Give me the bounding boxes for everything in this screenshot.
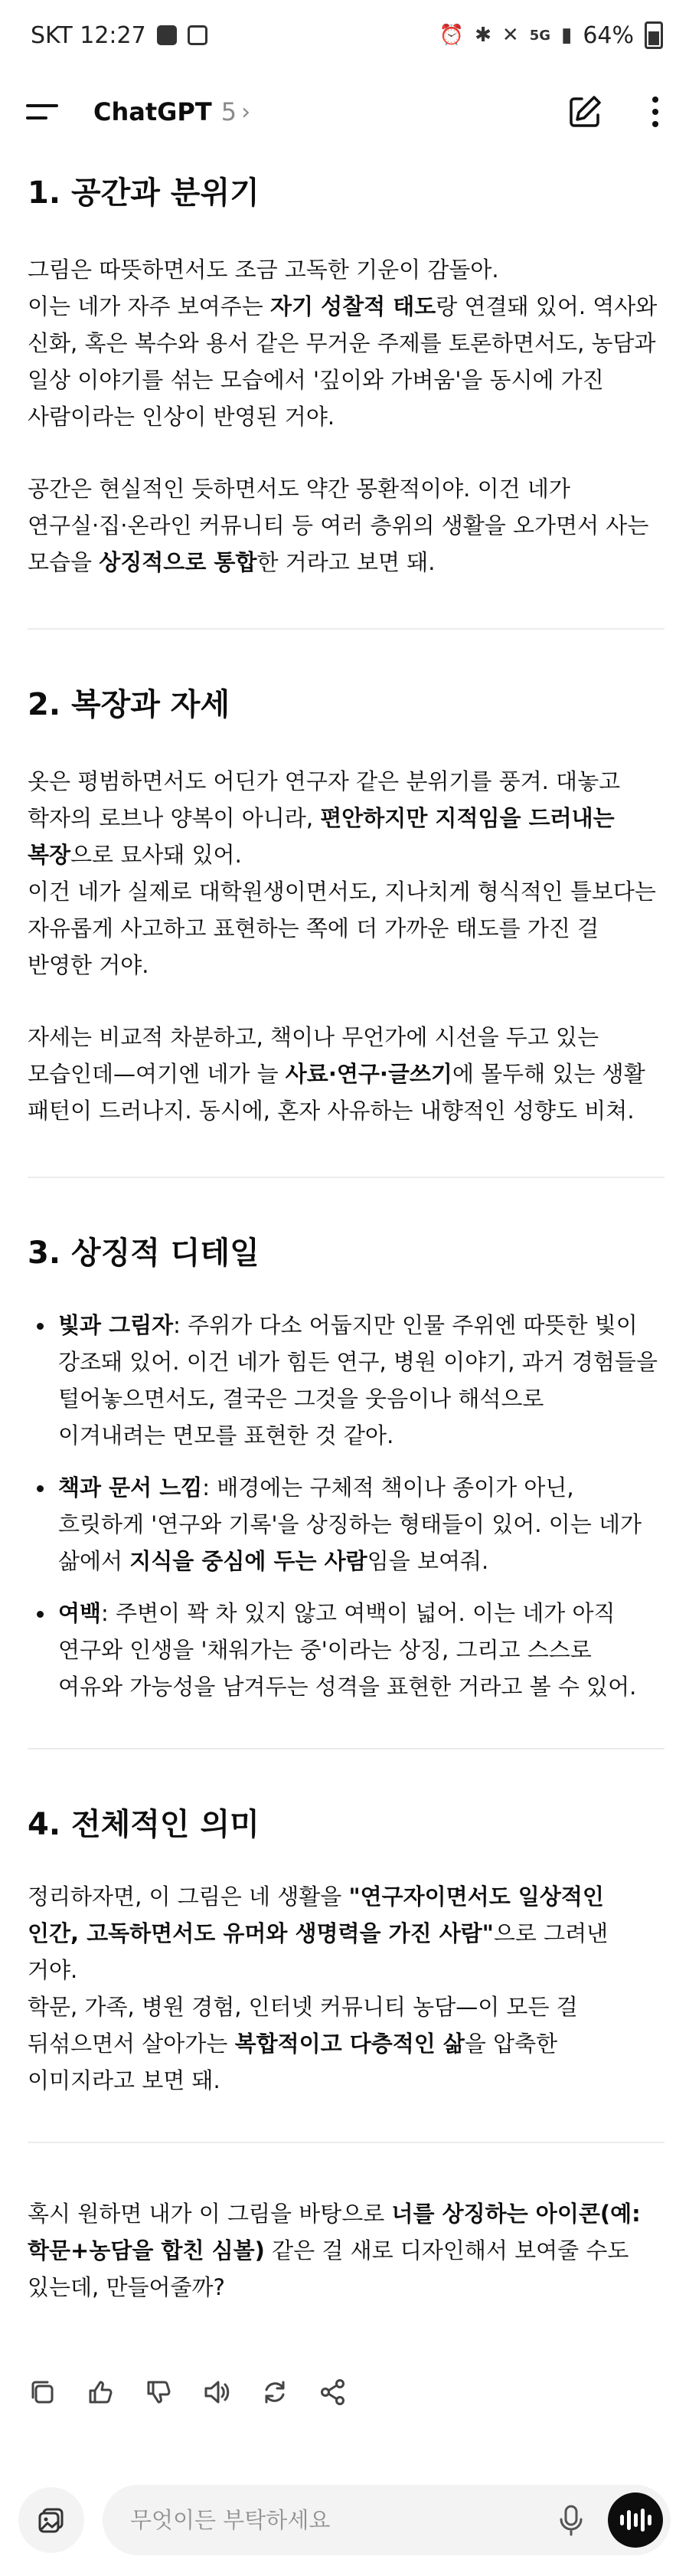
- section-4-heading: 4. 전체적인 의미: [28, 1807, 260, 1842]
- alarm-icon: ⏰: [439, 24, 465, 47]
- status-left: [31, 22, 207, 49]
- section-1-heading: 1. 공간과 분위기: [28, 175, 260, 211]
- bluetooth-icon: ✱: [475, 24, 491, 47]
- list-item: 여백: 주변이 꽉 차 있지 않고 여백이 넓어. 이는 네가 아직 연구와 인생을 '채워가는 중'이라는 상징, 그리고 스스로 여유와 가능성을 남겨두는 성격을 표현한 거라고 볼 수 있어.: [28, 1595, 665, 1705]
- menu-icon[interactable]: [26, 101, 63, 123]
- more-vertical-icon[interactable]: [648, 92, 663, 132]
- signal-icon: ▮: [561, 24, 573, 47]
- voice-mode-icon: [620, 2515, 624, 2525]
- image-icon: [157, 25, 177, 45]
- section-2-paragraph-1: 옷은 평범하면서도 어딘가 연구자 같은 분위기를 풍겨. 대놓고 학자의 로브나 양복이 아니라, 편안하지만 지적임을 드러내는 복장으로 묘사돼 있어. 이건 네가 실제로 대학원생이면서도, 지나치게 형식적인 틀보다는 자유롭게 사고하고 표현하는 쪽에 더 가까운 태도를 가진 걸 반영한 거야.: [28, 768, 656, 978]
- mute-icon: ✕: [501, 24, 519, 47]
- battery-icon: [645, 21, 663, 49]
- status-right: [439, 21, 663, 49]
- attach-button[interactable]: [18, 2487, 84, 2553]
- assistant-message: [28, 153, 665, 2306]
- model-version[interactable]: 5: [220, 97, 237, 126]
- list-item: 빛과 그림자: 주위가 다소 어둡지만 인물 주위엔 따뜻한 빛이 강조돼 있어. 이건 네가 힘든 연구, 병원 이야기, 과거 경험들을 털어놓으면서도, 결국은 그것을 웃음이나 해석으로 이겨내려는 면모를 표현한 것 같아.: [28, 1307, 665, 1454]
- speaker-icon[interactable]: [202, 2378, 231, 2407]
- section-4-paragraph: 정리하자면, 이 그림은 네 생활을 "연구자이면서도 일상적인 인간, 고독하면서도 유머와 생명력을 가진 사람"으로 그려낸 거야. 학문, 가족, 병원 경험, 인터넷 커뮤니티 농담—이 모든 걸 뒤섞으면서 살아가는 복합적이고 다층적인 삶을 압축한 이미지라고 보면 돼.: [28, 1884, 609, 2093]
- attach-icon: [34, 2503, 68, 2537]
- share-icon[interactable]: [318, 2378, 348, 2407]
- copy-icon[interactable]: [28, 2378, 57, 2407]
- thumbs-up-icon[interactable]: [86, 2378, 115, 2407]
- network-type: 5G: [529, 27, 550, 44]
- carrier-time: SKT 12:27: [31, 21, 146, 49]
- regenerate-icon[interactable]: [260, 2378, 289, 2407]
- list-item: 책과 문서 느낌: 배경에는 구체적 책이나 종이가 아닌, 흐릿하게 '연구와 기록'을 상징하는 형태들이 있어. 이는 네가 삶에서 지식을 중심에 두는 사람임을 보여줘.: [28, 1469, 665, 1579]
- status-bar: [0, 0, 689, 70]
- edit-icon[interactable]: [565, 92, 605, 132]
- message-actions: [28, 2378, 348, 2407]
- section-3-heading: 3. 상징적 디테일: [28, 1236, 260, 1271]
- section-1-paragraph-2: 공간은 현실적인 듯하면서도 약간 몽환적이야. 이건 네가 연구실·집·온라인 커뮤니티 등 여러 층위의 생활을 오가면서 사는 모습을 상징적으로 통합한 거라고 보면 돼.: [28, 476, 649, 575]
- mic-icon[interactable]: [553, 2502, 589, 2538]
- symbol-details-list: [28, 1307, 665, 1705]
- section-2-paragraph-2: 자세는 비교적 차분하고, 책이나 무언가에 시선을 두고 있는 모습인데—여기엔 네가 늘 사료·연구·글쓰기에 몰두해 있는 생활 패턴이 드러나지. 동시에, 혼자 사유하는 내향적인 성향도 비쳐.: [28, 1024, 645, 1124]
- app-bar: [0, 70, 689, 153]
- closing-paragraph: 혹시 원하면 내가 이 그림을 바탕으로 너를 상징하는 아이콘(예: 학문+농담을 합친 심볼) 같은 걸 새로 디자인해서 보여줄 수도 있는데, 만들어줄까?: [28, 2201, 641, 2300]
- section-2-heading: 2. 복장과 자세: [28, 687, 230, 722]
- message-composer: [103, 2485, 671, 2555]
- battery-percent: 64%: [583, 21, 634, 49]
- thumbs-down-icon[interactable]: [144, 2378, 173, 2407]
- section-1-paragraph-1: 그림은 따뜻하면서도 조금 고독한 기운이 감돌아. 이는 네가 자주 보여주는 자기 성찰적 태도랑 연결돼 있어. 역사와 신화, 혹은 복수와 용서 같은 무거운 주제를 토론하면서도, 농담과 일상 이야기를 섞는 모습에서 '깊이와 가벼움'을 동시에 가진 사람이라는 인상이 반영된 거야.: [28, 257, 658, 430]
- voice-mode-button[interactable]: [608, 2493, 663, 2548]
- settings-icon: [188, 25, 207, 45]
- composer-bar: [18, 2482, 671, 2558]
- message-input[interactable]: [130, 2507, 553, 2533]
- app-title[interactable]: ChatGPT: [93, 97, 212, 126]
- chevron-right-icon[interactable]: ›: [241, 98, 251, 126]
